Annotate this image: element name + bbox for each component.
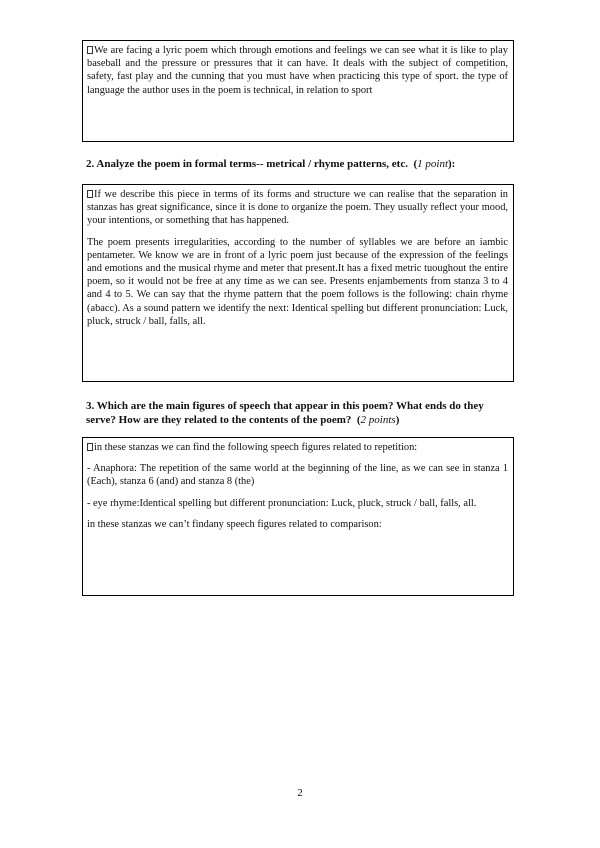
page-number: 2 <box>297 787 303 799</box>
question-3-heading: 3. Which are the main figures of speech that appear in this poem? What ends do they serve? How are they related to the contents of the poem? (2 points) <box>86 400 484 426</box>
answer-box-2 <box>82 184 514 382</box>
question-3-points: 2 points <box>360 414 396 426</box>
checkbox-glyph-icon <box>87 443 93 451</box>
checkbox-glyph-icon <box>87 46 93 54</box>
checkbox-glyph-icon <box>87 190 93 198</box>
answer-box-3 <box>82 437 514 596</box>
answer-box-1 <box>82 40 514 142</box>
answer-3-paragraph-3: - eye rhyme:Identical spelling but different pronunciation: Luck, pluck, struck / ball, falls, all. <box>87 497 477 509</box>
answer-2-paragraph-2: The poem presents irregularities, according to the number of syllables we are before an iambic pentameter. We know we are in front of a lyric poem just because of the expression of the feelings and emotions and the musical rhyme and meter that present.It has a fixed metric tuoughout the entire poem, so it would not be free at any time as we can see. Presents enjambements from stanza 3 to 4 and 4 to 5. We can say that the rhyme pattern that the poem follows is the following: chain rhyme (abacc). As a sound pattern we identify the next: Identical spelling but different pronunciation: Luck, pluck, struck / ball, falls, all. <box>87 236 508 327</box>
answer-1-text <box>87 44 508 97</box>
question-2-heading: 2. Analyze the poem in formal terms-- metrical / rhyme patterns, etc. (1 point): <box>86 158 456 170</box>
question-3-text: 3. Which are the main figures of speech that appear in this poem? What ends do they serve? How are they related to the contents of the poem? <box>86 400 484 426</box>
answer-1-body: We are facing a lyric poem which through emotions and feelings we can see what it is like to play baseball and the pressure or pressures that it can have. It deals with the subject of competition, safety, fast play and the cunning that you must have when practicing this type of sport. the type of language the author uses in the poem is technical, in relation to sport <box>87 45 508 96</box>
answer-3-paragraph-4: in these stanzas we can’t findany speech figures related to comparison: <box>87 518 382 530</box>
question-2-points: 1 point <box>417 158 449 170</box>
answer-2-p1-text: If we describe this piece in terms of its forms and structure we can realise that the separation in stanzas has great significance, since it is done to organize the poem. They usually reflect your mood, your intentions, or something that has happened. <box>87 189 508 227</box>
answer-3-paragraph-1 <box>87 441 508 454</box>
answer-3-p1-text: in these stanzas we can find the following speech figures related to repetition: <box>94 442 418 453</box>
question-2-text: 2. Analyze the poem in formal terms-- metrical / rhyme patterns, etc. <box>86 158 408 170</box>
answer-3-paragraph-2: - Anaphora: The repetition of the same world at the beginning of the line, as we can see in stanza 1 (Each), stanza 6 (and) and stanza 8 (the) <box>87 463 508 488</box>
answer-2-paragraph-1 <box>87 188 508 228</box>
